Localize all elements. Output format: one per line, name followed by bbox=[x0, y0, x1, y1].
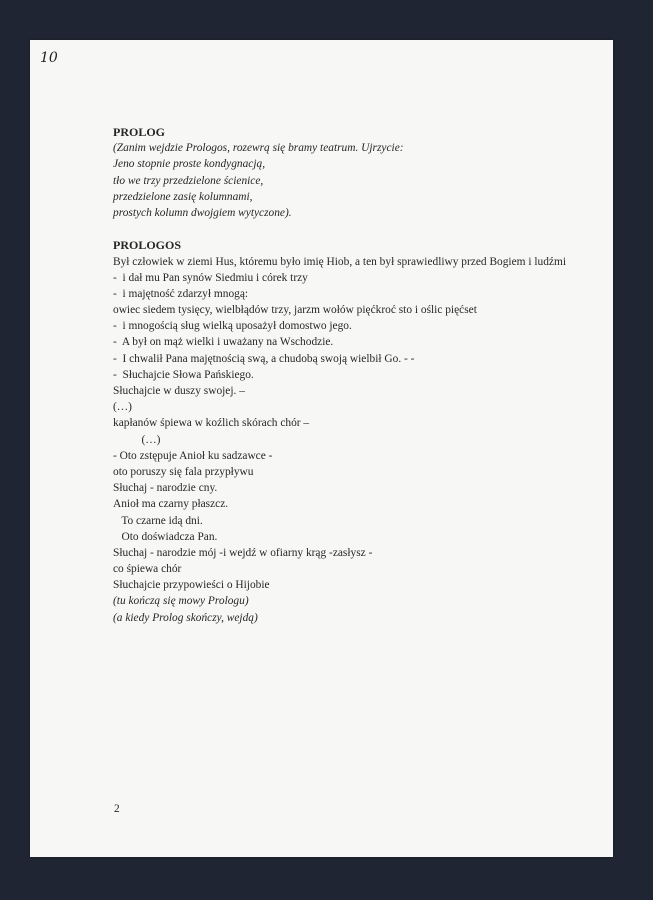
text-line: Słuchaj - narodzie mój -i wejdź w ofiarny krąg -zasłysz - bbox=[113, 546, 373, 559]
text-line: (…) bbox=[113, 401, 132, 414]
text-line: kapłanów śpiewa w koźlich skórach chór – bbox=[113, 417, 310, 430]
handwritten-page-number: 10 bbox=[40, 50, 58, 66]
section-heading-prolog: PROLOG bbox=[113, 125, 166, 139]
text-line: (…) bbox=[113, 433, 161, 446]
text-line: - i mnogością sług wielką uposażył domostwo jego. bbox=[113, 320, 352, 333]
stage-direction-line: tło we trzy przedzielone ścienice, bbox=[113, 174, 264, 187]
text-line: oto poruszy się fala przypływu bbox=[113, 465, 254, 478]
text-line: Oto doświadcza Pan. bbox=[113, 530, 218, 543]
stage-direction-line: przedzielone zasię kolumnami, bbox=[113, 190, 253, 203]
stage-direction-line: prostych kolumn dwojgiem wytyczone). bbox=[113, 206, 292, 219]
page-number: 2 bbox=[114, 803, 120, 815]
document-page bbox=[30, 40, 613, 857]
text-line: Anioł ma czarny płaszcz. bbox=[113, 498, 229, 511]
text-line: owiec siedem tysięcy, wielbłądów trzy, jarzm wołów pięćkroć sto i oślic pięćset bbox=[113, 304, 477, 317]
text-line: co śpiewa chór bbox=[113, 563, 182, 576]
stage-direction-line: (a kiedy Prolog skończy, wejdą) bbox=[113, 611, 258, 624]
text-line: To czarne idą dni. bbox=[113, 514, 203, 527]
spacer bbox=[113, 221, 593, 237]
body-text bbox=[113, 124, 593, 626]
text-line: Słuchaj - narodzie cny. bbox=[113, 482, 218, 495]
text-line: - I chwalił Pana majętnością swą, a chudobą swoją wielbił Go. - - bbox=[113, 352, 415, 365]
stage-direction-line: (Zanim wejdzie Prologos, rozewrą się bramy teatrum. Ujrzycie: bbox=[113, 142, 404, 155]
text-line: - i dał mu Pan synów Siedmiu i córek trzy bbox=[113, 271, 308, 284]
section-heading-prologos: PROLOGOS bbox=[113, 238, 182, 253]
text-line: - Oto zstępuje Anioł ku sadzawce - bbox=[113, 449, 273, 462]
text-line: Słuchajcie w duszy swojej. – bbox=[113, 385, 245, 397]
stage-direction-line: Jeno stopnie proste kondygnacją, bbox=[113, 158, 266, 171]
text-line: - i majętność zdarzył mnogą: bbox=[113, 287, 249, 300]
text-line: - Słuchajcie Słowa Pańskiego. bbox=[113, 368, 254, 381]
text-line: Był człowiek w ziemi Hus, któremu było imię Hiob, a ten był sprawiedliwy przed Bogiem i ludźmi bbox=[113, 255, 567, 268]
stage-direction-line: (tu kończą się mowy Prologu) bbox=[113, 595, 249, 608]
text-line: Słuchajcie przypowieści o Hijobie bbox=[113, 579, 270, 592]
text-line: - A był on mąż wielki i uważany na Wschodzie. bbox=[113, 336, 334, 349]
